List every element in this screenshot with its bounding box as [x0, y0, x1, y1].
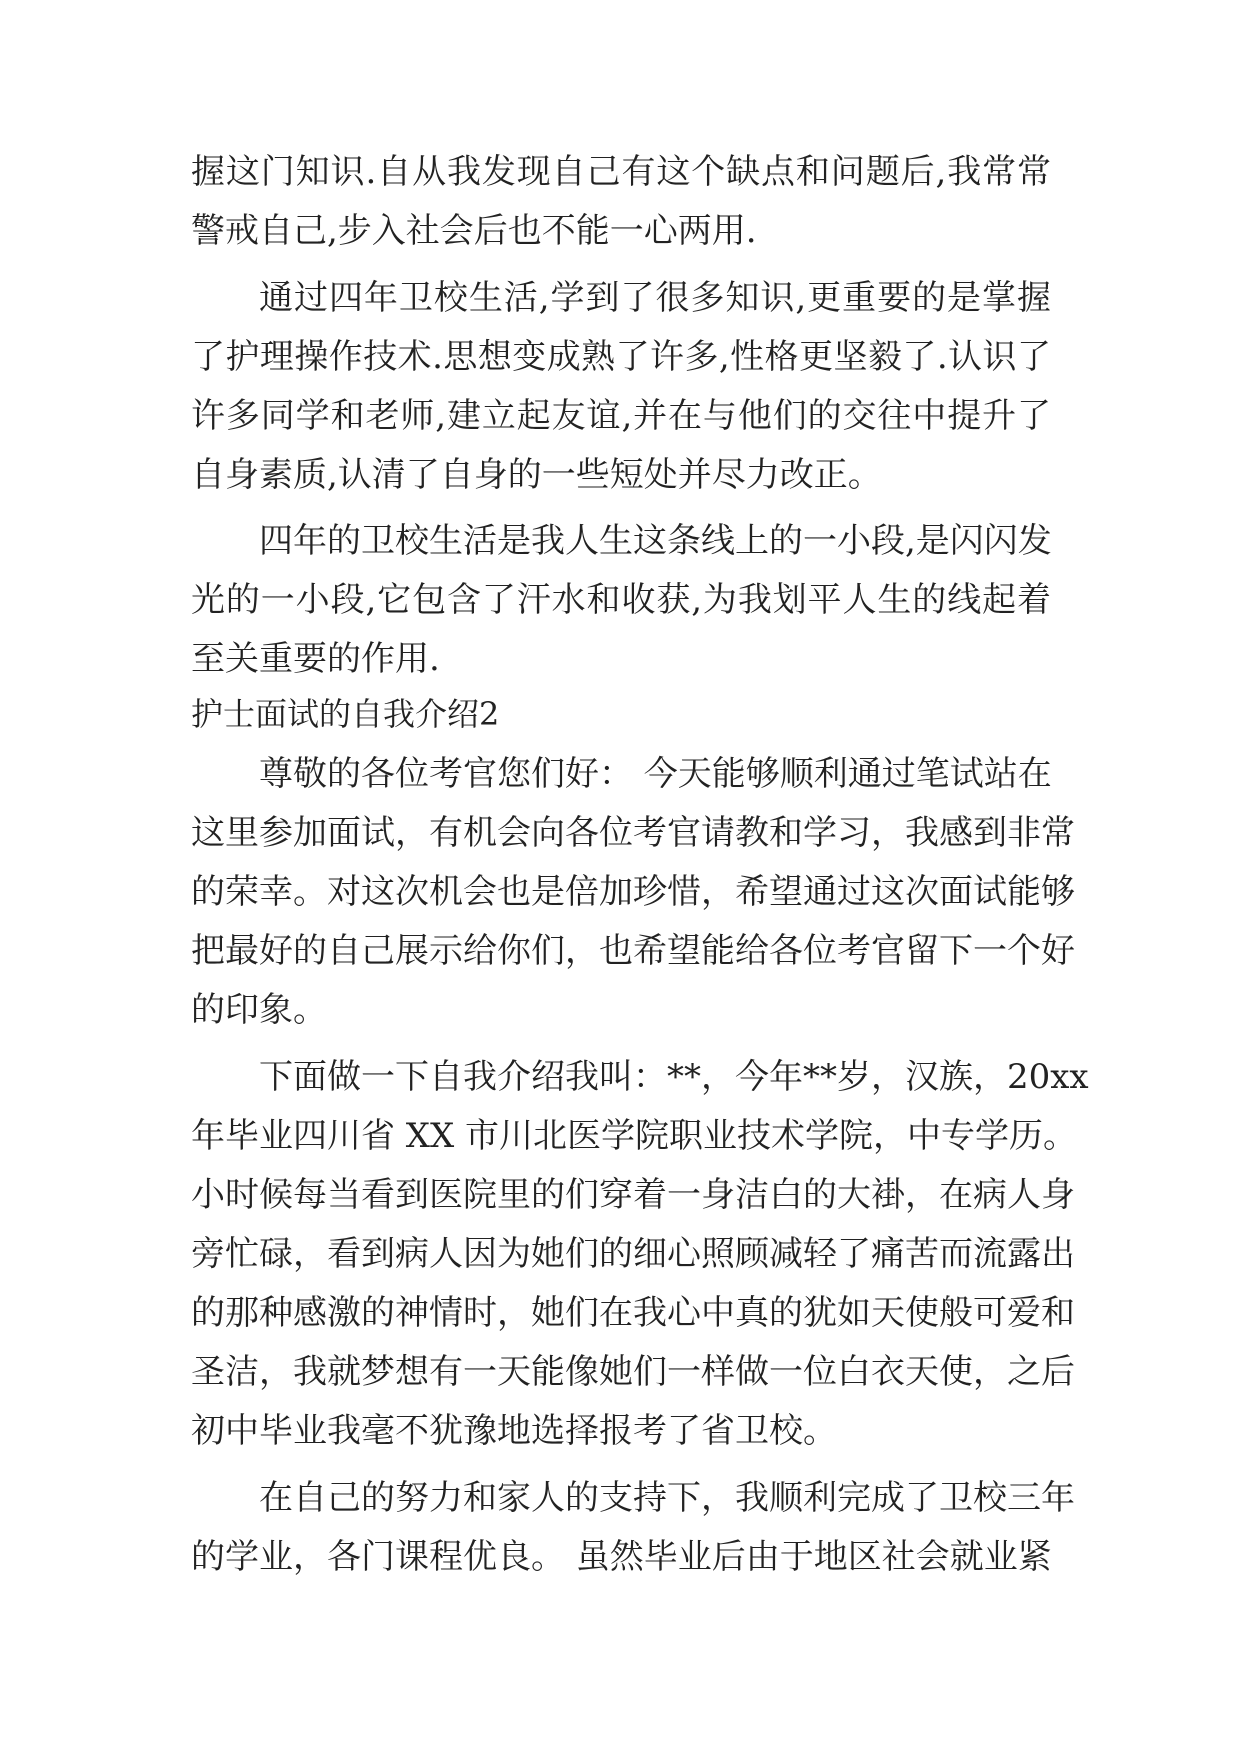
text-line: 自身素质,认清了自身的一些短处并尽力改正。 — [191, 455, 882, 495]
text-line: 至关重要的作用. — [191, 639, 440, 679]
text-line: 这里参加面试，有机会向各位考官请教和学习，我感到非常 — [191, 813, 1075, 853]
text-line: 尊敬的各位考官您们好： 今天能够顺利通过笔试站在 — [259, 754, 1052, 794]
text-line: 的那种感激的神情时，她们在我心中真的犹如天使般可爱和 — [191, 1293, 1075, 1333]
text-line: 年毕业四川省 XX 市川北医学院职业技术学院，中专学历。 — [191, 1116, 1078, 1156]
text-line: 的荣幸。对这次机会也是倍加珍惜，希望通过这次面试能够 — [191, 872, 1075, 912]
text-line: 把最好的自己展示给你们，也希望能给各位考官留下一个好 — [191, 931, 1075, 971]
text-line: 四年的卫校生活是我人生这条线上的一小段,是闪闪发 — [259, 521, 1052, 561]
text-line: 警戒自己,步入社会后也不能一心两用. — [191, 211, 757, 251]
text-line: 小时候每当看到医院里的们穿着一身洁白的大褂，在病人身 — [191, 1175, 1075, 1215]
text-line: 光的一小段,它包含了汗水和收获,为我划平人生的线起着 — [191, 580, 1051, 620]
text-line: 通过四年卫校生活,学到了很多知识,更重要的是掌握 — [259, 278, 1051, 318]
text-line: 在自己的努力和家人的支持下，我顺利完成了卫校三年 — [259, 1478, 1075, 1518]
text-line: 初中毕业我毫不犹豫地选择报考了省卫校。 — [191, 1411, 837, 1451]
section-heading: 护士面试的自我介绍2 — [191, 695, 500, 733]
text-line: 的印象。 — [191, 990, 327, 1030]
text-line: 下面做一下自我介绍我叫：**，今年**岁，汉族，20xx — [259, 1057, 1089, 1097]
text-line: 的学业，各门课程优良。 虽然毕业后由于地区社会就业紧 — [191, 1537, 1052, 1577]
text-line: 握这门知识.自从我发现自己有这个缺点和问题后,我常常 — [191, 152, 1051, 192]
text-line: 了护理操作技术.思想变成熟了许多,性格更坚毅了.认识了 — [191, 337, 1051, 377]
text-line: 旁忙碌，看到病人因为她们的细心照顾减轻了痛苦而流露出 — [191, 1234, 1075, 1274]
text-line: 许多同学和老师,建立起友谊,并在与他们的交往中提升了 — [191, 396, 1051, 436]
text-line: 圣洁，我就梦想有一天能像她们一样做一位白衣天使，之后 — [191, 1352, 1075, 1392]
